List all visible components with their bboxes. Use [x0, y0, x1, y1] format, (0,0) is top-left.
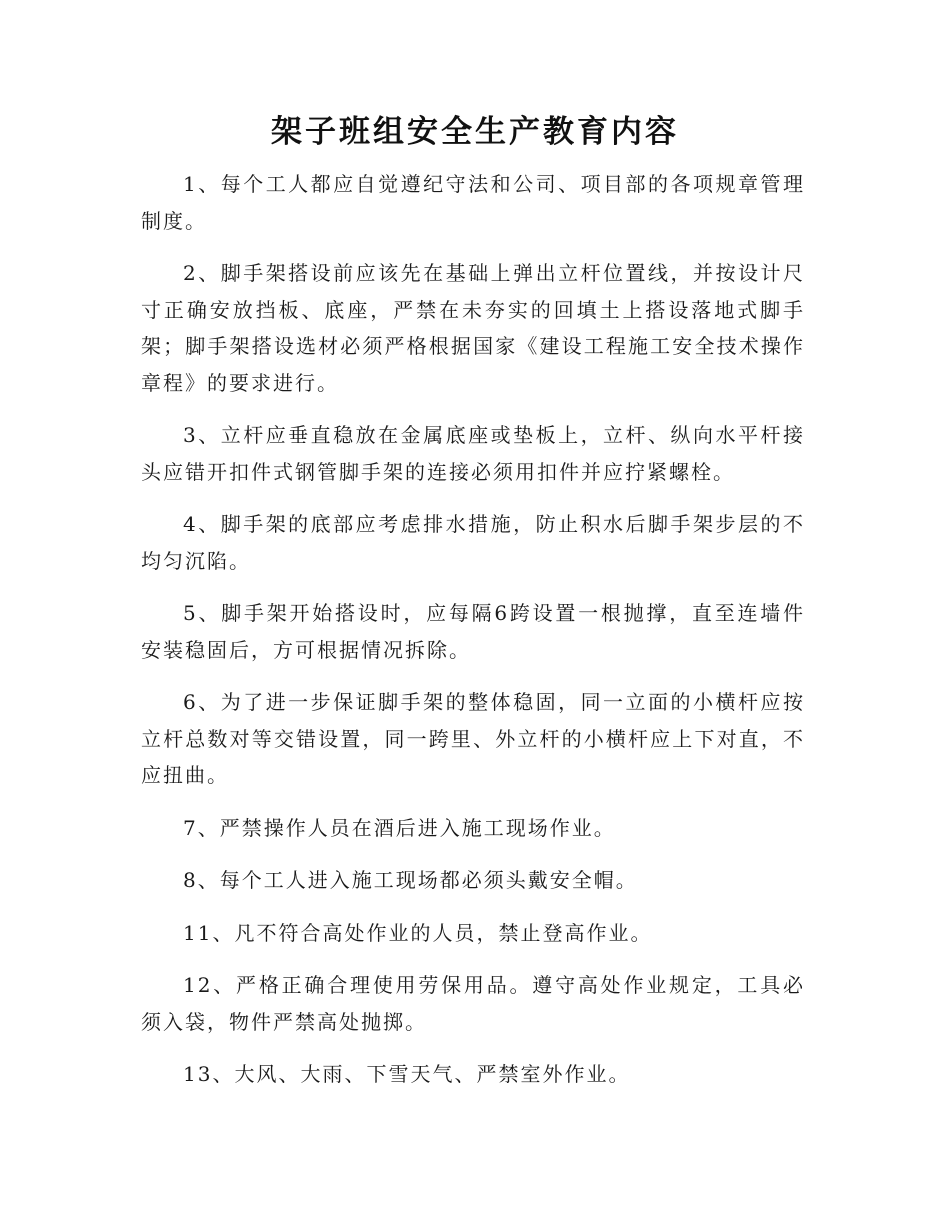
paragraph-12: 12、严格正确合理使用劳保用品。遵守高处作业规定，工具必须入袋，物件严禁高处抛掷。	[141, 973, 805, 1034]
paragraph-2: 2、脚手架搭设前应该先在基础上弹出立杆位置线，并按设计尺寸正确安放挡板、底座，严禁在未夯实的回填土上搭设落地式脚手架；脚手架搭设选材必须严格根据国家《建设工程施工安全技术操作章程》的要求进行。	[141, 261, 805, 395]
document-body	[141, 166, 805, 1109]
paragraph-13: 13、大风、大雨、下雪天气、严禁室外作业。	[183, 1062, 631, 1086]
paragraph-5: 5、脚手架开始搭设时，应每隔6跨设置一根抛撑，直至连墙件安装稳固后，方可根据情况拆除。	[141, 601, 805, 662]
paragraph-1: 1、每个工人都应自觉遵纪守法和公司、项目部的各项规章管理制度。	[141, 172, 805, 233]
paragraph-8: 8、每个工人进入施工现场都必须头戴安全帽。	[183, 868, 638, 892]
paragraph-4: 4、脚手架的底部应考虑排水措施，防止积水后脚手架步层的不均匀沉陷。	[141, 512, 805, 573]
paragraph-6: 6、为了进一步保证脚手架的整体稳固，同一立面的小横杆应按立杆总数对等交错设置，同一跨里、外立杆的小横杆应上下对直，不应扭曲。	[141, 690, 805, 787]
paragraph-3: 3、立杆应垂直稳放在金属底座或垫板上，立杆、纵向水平杆接头应错开扣件式钢管脚手架的连接必须用扣件并应拧紧螺栓。	[141, 423, 805, 484]
paragraph-7: 7、严禁操作人员在酒后进入施工现场作业。	[183, 815, 616, 840]
paragraph-11: 11、凡不符合高处作业的人员，禁止登高作业。	[183, 920, 653, 945]
document-title: 架子班组安全生产教育内容	[271, 114, 679, 150]
